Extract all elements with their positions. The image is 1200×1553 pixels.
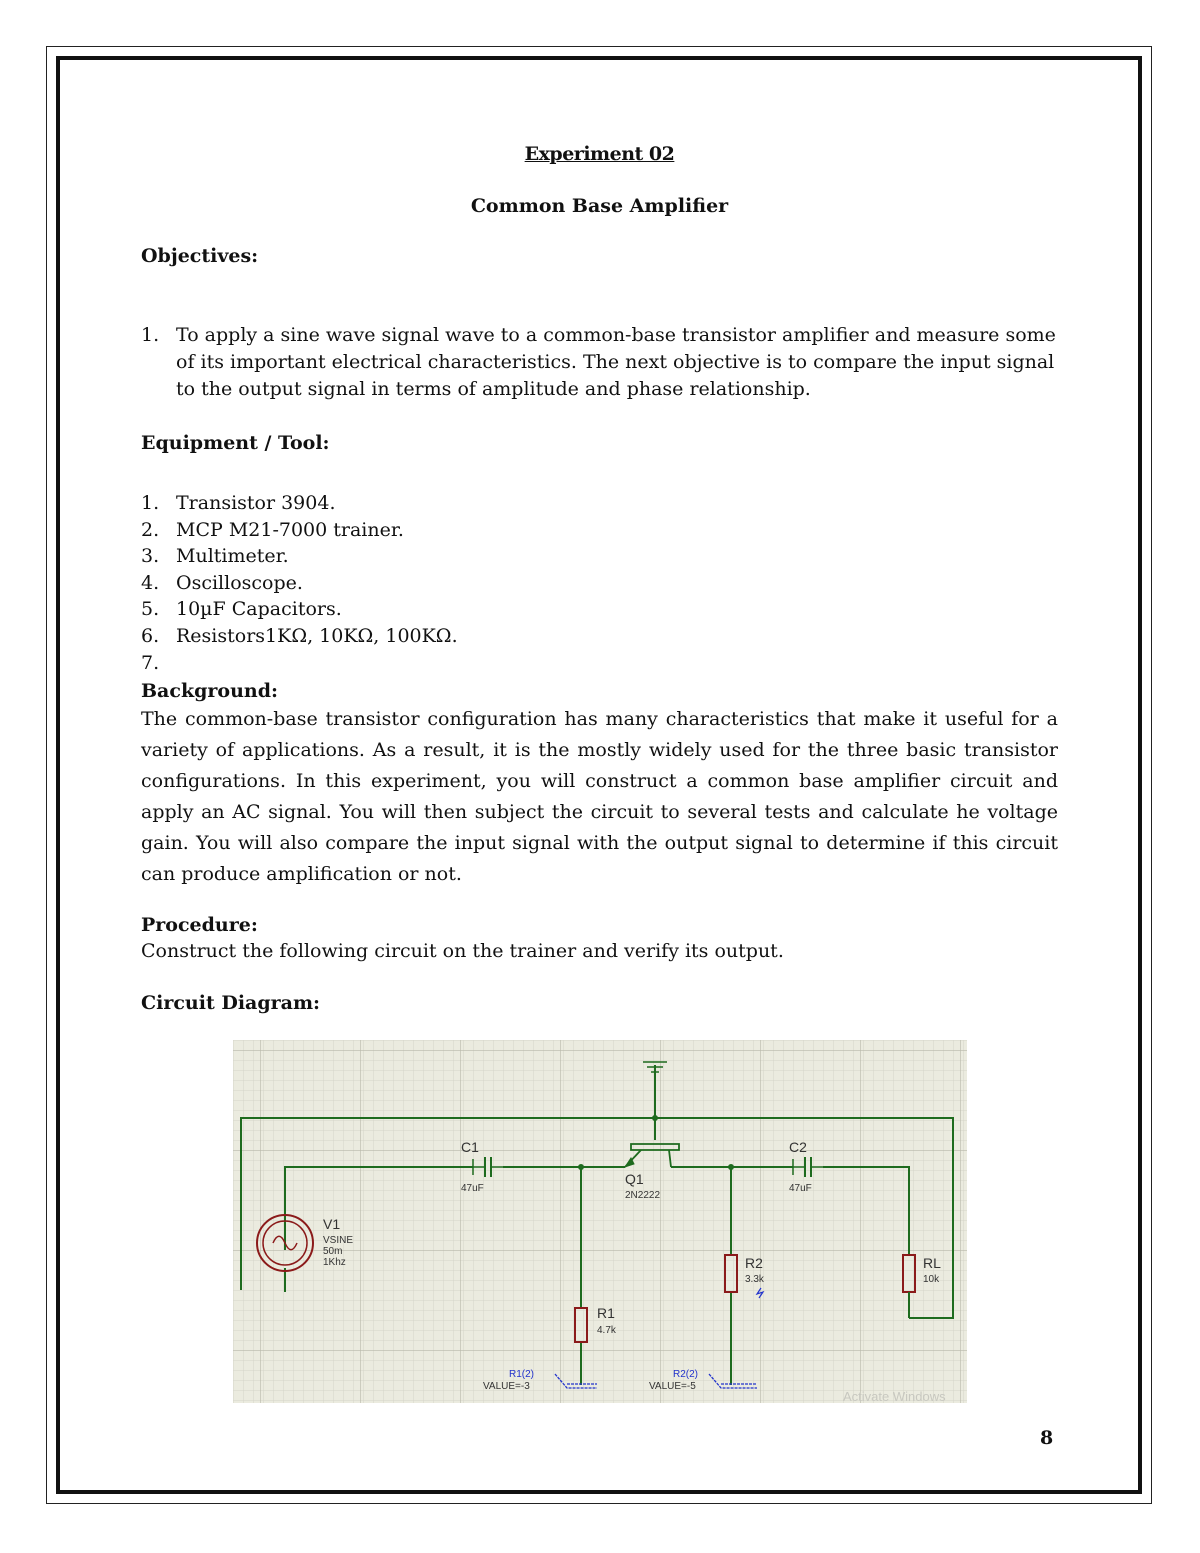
grid-major <box>233 1040 967 1403</box>
background-paragraph: The common-base transistor configuration has many characteristics that make it useful for a variety of applications. As a result, it is the mostly widely used for the three basic transistor configurations. In this experiment, you will construct a common base amplifier circuit and apply an AC signal. You will then subject the circuit to several tests and calculate he voltage gain. You will also compare the input signal with the output signal to determine if this circuit can produce amplification or not. <box>141 708 1058 885</box>
page-number: 8 <box>1040 1427 1054 1449</box>
equipment-list <box>141 490 458 676</box>
circuit-diagram <box>233 1040 967 1403</box>
list-item <box>141 570 458 597</box>
list-text: 10µF Capacitors. <box>176 598 342 621</box>
list-number: 6. <box>141 624 160 647</box>
background-heading: Background: <box>141 680 278 702</box>
v1-type: VSINE <box>323 1235 354 1246</box>
v1-label: V1 <box>323 1216 341 1232</box>
c1-label: C1 <box>461 1139 479 1155</box>
list-number: 2. <box>141 518 160 541</box>
objective-item <box>141 322 1058 403</box>
rl-value: 10k <box>923 1274 940 1285</box>
document-subtitle: Common Base Amplifier <box>470 195 729 217</box>
list-text: Transistor 3904. <box>176 492 336 514</box>
list-number: 5. <box>141 598 160 621</box>
list-text: MCP M21-7000 trainer. <box>176 518 404 541</box>
c2-label: C2 <box>789 1139 807 1155</box>
v1-amplitude: 50m <box>323 1246 343 1257</box>
procedure-heading: Procedure: <box>141 914 258 936</box>
list-number: 7. <box>141 651 160 674</box>
list-number: 4. <box>141 571 160 594</box>
rl-label: RL <box>923 1255 941 1271</box>
experiment-title: Experiment 02 <box>524 143 675 165</box>
q1-label: Q1 <box>625 1171 644 1187</box>
circuit-heading: Circuit Diagram: <box>141 992 321 1014</box>
r1-label: R1 <box>597 1305 615 1321</box>
list-number: 3. <box>141 545 160 568</box>
r2-label: R2 <box>745 1255 763 1271</box>
objective-number: 1. <box>141 324 160 346</box>
q1-value: 2N2222 <box>625 1190 661 1201</box>
list-item <box>141 517 458 544</box>
probe1-label: R1(2) <box>509 1369 535 1380</box>
objectives-heading: Objectives: <box>141 245 259 267</box>
probe2-value: VALUE=-5 <box>649 1381 696 1392</box>
list-item <box>141 623 458 650</box>
list-text: Oscilloscope. <box>176 571 303 594</box>
c2-value: 47uF <box>789 1183 812 1194</box>
procedure-text: Construct the following circuit on the trainer and verify its output. <box>141 940 784 962</box>
r1-value: 4.7k <box>597 1325 616 1336</box>
equipment-heading: Equipment / Tool: <box>141 432 330 454</box>
list-item <box>141 490 458 517</box>
watermark-text: Activate Windows <box>843 1389 946 1403</box>
list-text: Resistors1KΩ, 10KΩ, 100KΩ. <box>176 624 458 647</box>
list-number: 1. <box>141 492 160 514</box>
r2-value: 3.3k <box>745 1274 764 1285</box>
list-item <box>141 543 458 570</box>
probe1-value: VALUE=-3 <box>483 1381 530 1392</box>
probe2-label: R2(2) <box>673 1369 699 1380</box>
c1-value: 47uF <box>461 1183 484 1194</box>
list-item <box>141 650 458 677</box>
list-item <box>141 596 458 623</box>
list-text: Multimeter. <box>176 545 289 568</box>
objective-text: To apply a sine wave signal wave to a common-base transistor amplifier and measure some of its important electrical characteristics. The next objective is to compare the input signal to the output signal in terms of amplitude and phase relationship. <box>176 324 1056 400</box>
v1-frequency: 1Khz <box>323 1257 346 1268</box>
